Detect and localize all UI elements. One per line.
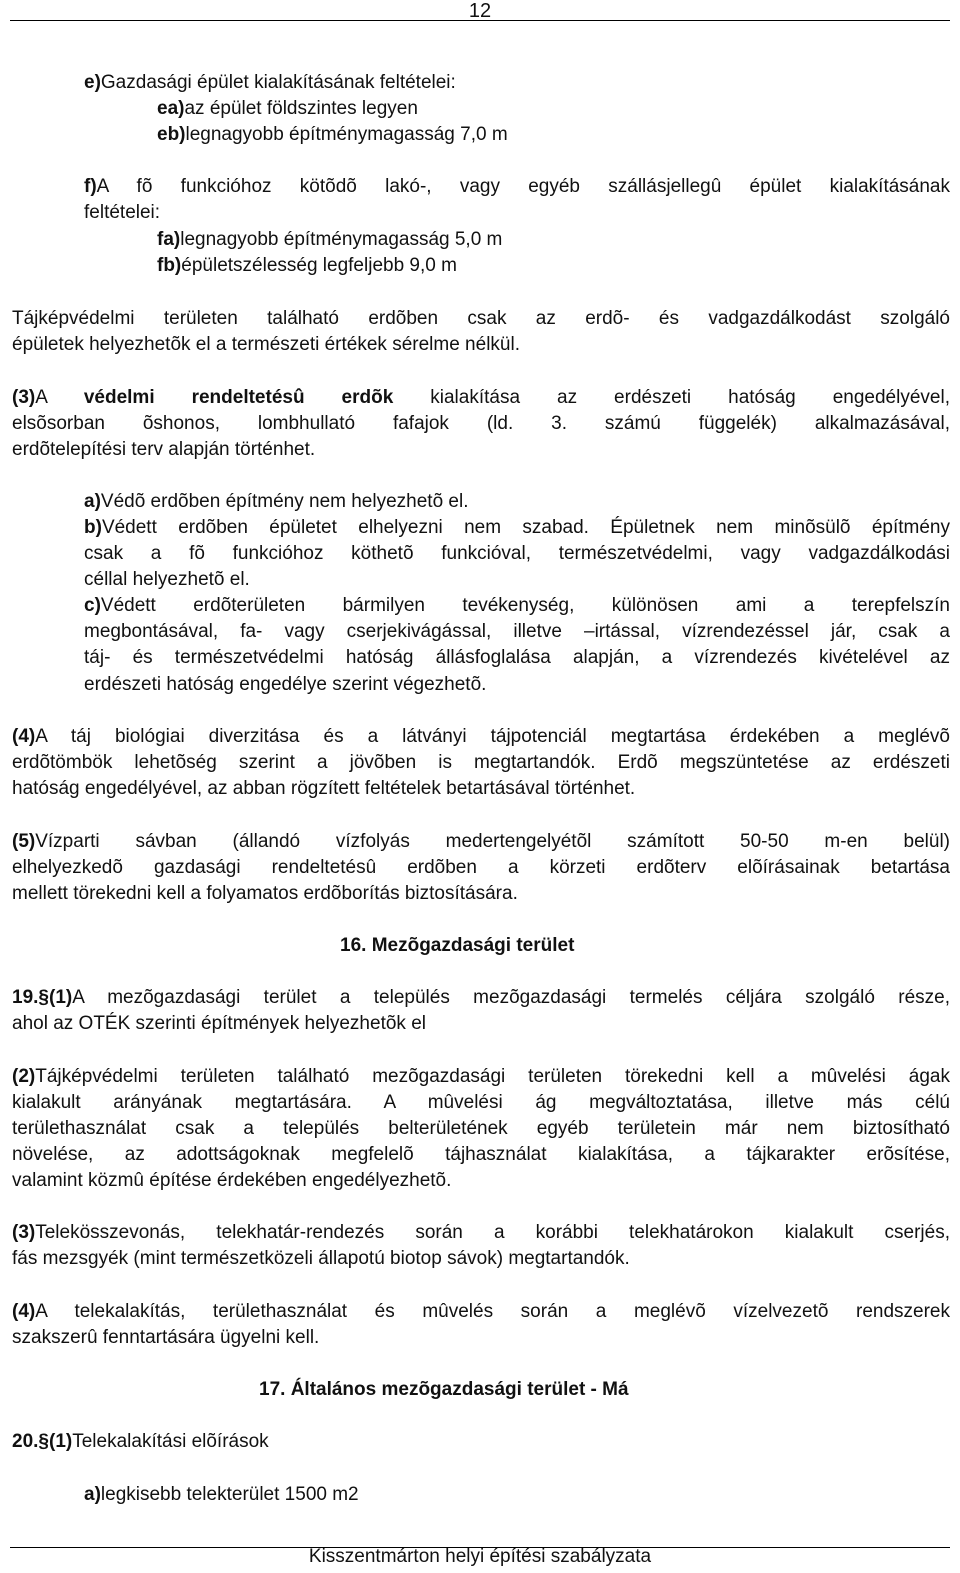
section-sign: § [38,987,49,1008]
section-f-line2: feltételei: [84,202,161,223]
item-3b-label: b) [84,517,102,538]
item-eb [157,122,508,148]
section-19-line1-text: A mezõgazdasági terület a település mezõgazdasági termelés céljára szolgáló része, [72,987,950,1008]
footer-text: Kisszentmárton helyi építési szabályzata [308,1546,652,1567]
paragraph-3-label: (3) [12,387,36,408]
section-20-number: 20. [12,1431,39,1452]
section-19-number: 19. [12,987,39,1008]
paragraph-5-label: (5) [12,831,36,852]
item-fb [157,253,457,279]
section-e-text: Gazdasági épület kialakításának feltételei: [100,72,456,93]
section-sign-20: § [38,1431,49,1452]
item-3c-line3: táj- és természetvédelmi hatóság állásfoglalása alapján, a vízrendezés kivételével az [84,647,950,668]
section-19-line1 [12,985,950,1011]
paragraph-3-line2: elsõsorban õshonos, lombhullató fafajok (ld. 3. számú függelék) alkalmazásával, [12,413,950,434]
heading-17: 17. Általános mezõgazdasági terület - Má [259,1379,629,1400]
paragraph-3-line3: erdõtelepítési terv alapján történhet. [12,439,316,460]
section-19-p3-line1-text: Telekösszevonás, telekhatár-rendezés során a korábbi telekhatárokon kialakult cserjés, [35,1222,950,1243]
section-19-p4-line1-text: A telekalakítás, területhasználat és mûvelés során a meglévõ vízelvezetõ rendszerek [35,1301,950,1322]
landscape-line2: épületek helyezhetõk el a természeti értékek sérelme nélkül. [12,334,520,355]
section-19-p4-line2: szakszerû fenntartására ügyelni kell. [12,1327,320,1348]
section-19-p2-label: (2) [12,1066,36,1087]
item-fa-label: fa) [157,229,181,250]
item-fb-label: fb) [157,255,182,276]
section-19-p3-line1 [12,1220,950,1246]
section-19-p2-line5: valamint közmû építése érdekében engedélyezhetõ. [12,1170,452,1191]
section-e-label: e) [84,72,101,93]
item-3c-line1 [84,593,950,619]
section-19-p2-line4: növelése, az adottságoknak megfelelõ tájhasználat kialakítása, a tájkarakter erõsítése, [12,1144,950,1165]
item-3a-text: Védõ erdõben építmény nem helyezhetõ el. [100,491,469,512]
item-3b-line1 [84,515,950,541]
section-f-line1-text: A fõ funkcióhoz kötõdõ lakó-, vagy egyéb szállásjellegû épület kialakításának [96,176,950,197]
paragraph-3-text-a: A [35,387,84,408]
paragraph-3-text-b: kialakítása az erdészeti hatóság engedélyével, [393,387,950,408]
item-3a-label: a) [84,491,101,512]
section-f-line1 [84,174,950,200]
section-19-line2: ahol az OTÉK szerinti építmények helyezhetõk el [12,1013,426,1034]
paragraph-4-line2: erdõtömbök lehetõség szerint a jövõben is megtartandók. Erdõ megszüntetése az erdészeti [12,752,950,773]
paragraph-4-line3: hatóság engedélyével, az abban rögzített feltételek betartásával történhet. [12,778,636,799]
item-fa [157,227,502,253]
section-20-text: Telekalakítási elõírások [72,1431,269,1452]
item-3c-label: c) [84,595,101,616]
section-19-p2-line1 [12,1064,950,1090]
section-19-sub: (1) [49,987,73,1008]
paragraph-3-bold: védelmi rendeltetésû erdõk [83,387,394,408]
section-19-p2-line2: kialakult arányának megtartására. A mûvelési ág megváltoztatása, illetve más célú [12,1092,950,1113]
landscape-line1: Tájképvédelmi területen található erdõben csak az erdõ- és vadgazdálkodást szolgáló [12,308,950,329]
item-3c-line4: erdészeti hatóság engedélye szerint végezhetõ. [84,674,487,695]
paragraph-4-line1-text: A táj biológiai diverzitása és a látványi tájpotenciál megtartása érdekében a meglévõ [35,726,950,747]
paragraph-3-line1 [12,385,950,411]
section-19-p4-label: (4) [12,1301,36,1322]
paragraph-4-line1 [12,724,950,750]
item-3a [84,489,468,515]
item-ea-label: ea) [157,98,185,119]
item-ea [157,96,418,122]
heading-16: 16. Mezõgazdasági terület [340,935,575,956]
item-3b-line3: céllal helyezhetõ el. [84,569,250,590]
item-3c-line2: megbontásával, fa- vagy cserjekivágással, illetve –irtással, vízrendezéssel jár, csak a [84,621,950,642]
section-19-p2-line1-text: Tájképvédelmi területen található mezõgazdasági területen törekedni kell a mûvelési ágak [35,1066,950,1087]
item-20a-label: a) [84,1484,101,1505]
item-ea-text: az épület földszintes legyen [184,98,418,119]
section-19-p4-line1 [12,1299,950,1325]
header-rule [10,20,950,21]
item-3c-line1-text: Védett erdõterületen bármilyen tevékenység, különösen ami a terepfelszín [100,595,950,616]
section-19-p2-line3: területhasználat csak a település belterületének egyéb területein már nem biztosítható [12,1118,950,1139]
item-fa-text: legnagyobb építménymagasság 5,0 m [180,229,503,250]
page-number: 12 [468,0,492,22]
item-20a [84,1482,359,1508]
item-20a-text: legkisebb telekterület 1500 m2 [100,1484,359,1505]
item-3b-line1-text: Védett erdõben épületet elhelyezni nem szabad. Épületnek nem minõsülõ építmény [101,517,950,538]
paragraph-5-line1 [12,829,950,855]
item-fb-text: épületszélesség legfeljebb 9,0 m [181,255,457,276]
item-eb-label: eb) [157,124,186,145]
item-eb-text: legnagyobb építménymagasság 7,0 m [185,124,508,145]
section-19-p3-line2: fás mezsgyék (mint természetközeli állapotú biotop sávok) megtartandók. [12,1248,630,1269]
paragraph-5-line2: elhelyezkedõ gazdasági rendeltetésû erdõben a körzeti erdõterv elõírásainak betartása [12,857,950,878]
item-3b-line2: csak a fõ funkcióhoz köthetõ funkcióval, természetvédelmi, vagy vadgazdálkodási [84,543,950,564]
section-20-line1 [12,1429,269,1455]
paragraph-5-line3: mellett törekedni kell a folyamatos erdõborítás biztosítására. [12,883,518,904]
section-f-label: f) [84,176,97,197]
paragraph-5-line1-text: Vízparti sávban (állandó vízfolyás medertengelyétõl számított 50-50 m-en belül) [35,831,950,852]
section-20-sub: (1) [49,1431,73,1452]
section-19-p3-label: (3) [12,1222,36,1243]
section-e-title [84,70,456,96]
paragraph-4-label: (4) [12,726,36,747]
